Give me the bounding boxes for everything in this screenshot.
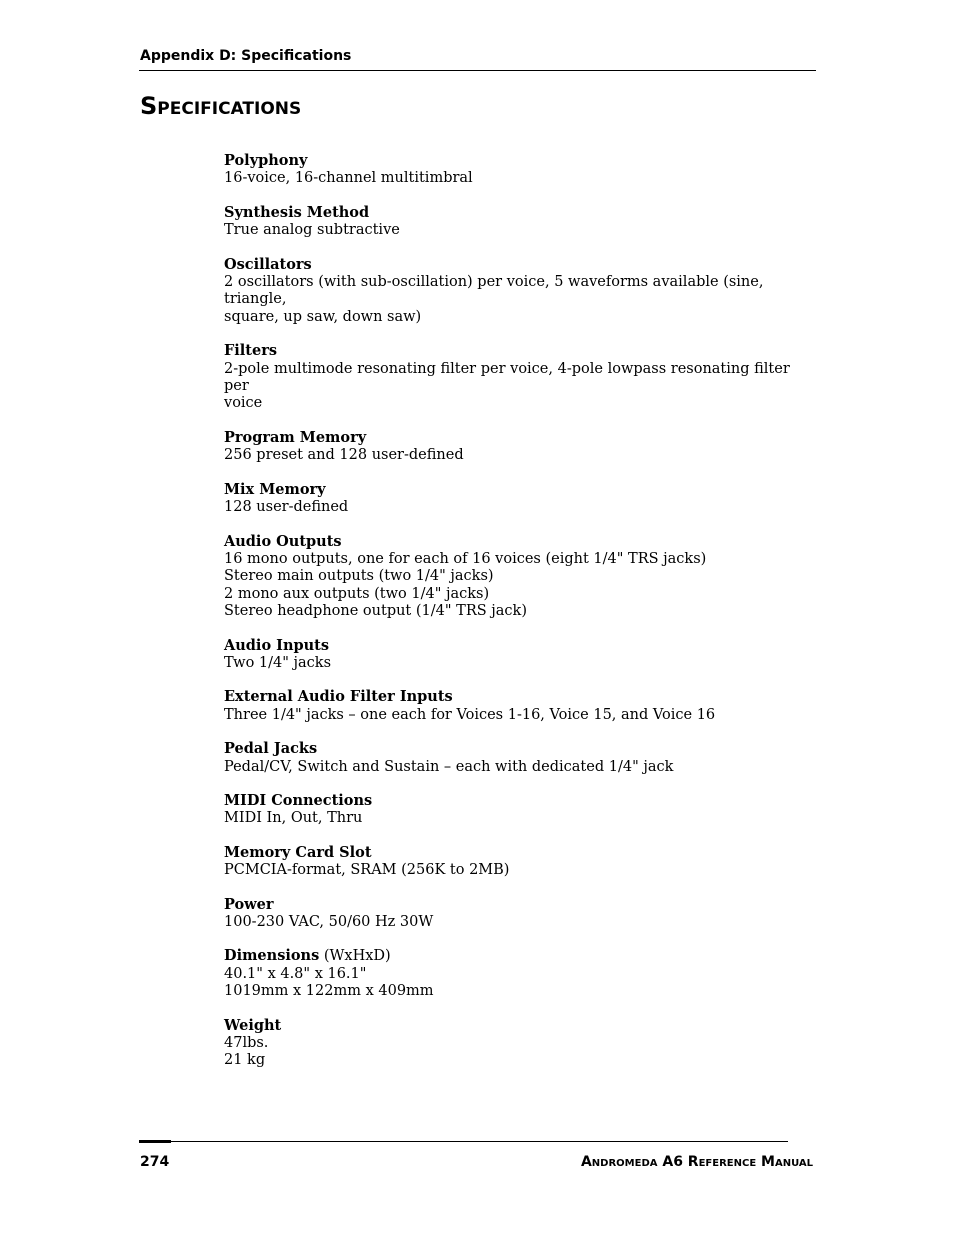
spec-item — [224, 688, 794, 724]
spec-value: square, up saw, down saw) — [224, 308, 422, 325]
spec-value: Stereo headphone output (1/4" TRS jack) — [224, 603, 527, 620]
spec-value: 256 preset and 128 user-defined — [224, 447, 464, 464]
spec-heading — [224, 637, 794, 655]
spec-value: 2 mono aux outputs (two 1/4" jacks) — [224, 585, 490, 602]
spec-heading — [224, 688, 794, 706]
spec-item — [224, 204, 794, 240]
spec-item — [224, 896, 794, 932]
spec-label: Program Memory — [224, 428, 367, 446]
spec-label: Oscillators — [224, 255, 312, 273]
spec-list — [224, 152, 794, 1086]
spec-item — [224, 152, 794, 188]
spec-item — [224, 429, 794, 465]
spec-item — [224, 256, 794, 327]
spec-label: Synthesis Method — [224, 203, 370, 221]
spec-label: Filters — [224, 342, 278, 360]
spec-item — [224, 1017, 794, 1070]
spec-heading — [224, 481, 794, 499]
spec-item — [224, 481, 794, 517]
spec-item — [224, 637, 794, 673]
spec-label: Audio Inputs — [224, 636, 330, 654]
spec-label: Power — [224, 895, 274, 913]
spec-label: Polyphony — [224, 152, 308, 169]
spec-value: Three 1/4" jacks – one each for Voices 1-16, Voice 15, and Voice 16 — [224, 706, 716, 723]
spec-heading — [224, 896, 794, 914]
spec-heading — [224, 429, 794, 447]
spec-value: voice — [224, 395, 263, 412]
spec-heading — [224, 740, 794, 758]
spec-heading — [224, 947, 794, 965]
spec-value: 100-230 VAC, 50/60 Hz 30W — [224, 914, 434, 930]
footer-divider — [139, 1141, 788, 1142]
spec-heading — [224, 844, 794, 862]
spec-label: Pedal Jacks — [224, 740, 318, 758]
spec-value: 40.1" x 4.8" x 16.1" — [224, 965, 367, 982]
spec-value: 128 user-defined — [224, 499, 349, 516]
spec-label: MIDI Connections — [224, 791, 373, 809]
spec-heading — [224, 533, 794, 551]
spec-value: Two 1/4" jacks — [224, 654, 332, 671]
page-title: Specifications — [140, 92, 302, 120]
spec-value: Stereo main outputs (two 1/4" jacks) — [224, 568, 494, 585]
spec-label: Dimensions — [224, 947, 320, 965]
spec-item — [224, 533, 794, 621]
spec-item — [224, 792, 794, 828]
spec-value: 1019mm x 122mm x 409mm — [224, 983, 434, 1000]
spec-heading — [224, 1017, 794, 1035]
spec-heading — [224, 152, 794, 170]
spec-heading — [224, 256, 794, 274]
spec-label: Mix Memory — [224, 480, 326, 498]
spec-value: 21 kg — [224, 1052, 266, 1069]
spec-label: Weight — [224, 1016, 282, 1034]
spec-heading — [224, 204, 794, 222]
spec-item — [224, 740, 794, 776]
spec-label: Audio Outputs — [224, 532, 342, 550]
spec-value: PCMCIA-format, SRAM (256K to 2MB) — [224, 862, 510, 879]
spec-item — [224, 844, 794, 880]
spec-label: External Audio Filter Inputs — [224, 688, 453, 706]
spec-label: Memory Card Slot — [224, 843, 372, 861]
spec-value: 2 oscillators (with sub-oscillation) per voice, 5 waveforms available (sine, triangle, — [224, 274, 764, 308]
page-number: 274 — [140, 1154, 170, 1170]
manual-title: Andromeda A6 Reference Manual — [580, 1154, 813, 1170]
spec-heading — [224, 342, 794, 360]
spec-item — [224, 947, 794, 1000]
spec-value: Pedal/CV, Switch and Sustain – each with dedicated 1/4" jack — [224, 758, 674, 775]
spec-heading — [224, 792, 794, 810]
spec-note: (WxHxD) — [319, 948, 391, 965]
spec-value: 2-pole multimode resonating filter per voice, 4-pole lowpass resonating filter per — [224, 360, 790, 395]
spec-value: True analog subtractive — [224, 222, 400, 239]
spec-value: 47lbs. — [224, 1035, 269, 1052]
section-header: Appendix D: Specifications — [140, 48, 352, 64]
spec-item — [224, 342, 794, 413]
header-divider — [139, 70, 816, 71]
spec-value: 16 mono outputs, one for each of 16 voices (eight 1/4" TRS jacks) — [224, 550, 707, 567]
spec-value: MIDI In, Out, Thru — [224, 810, 363, 827]
spec-value: 16-voice, 16-channel multitimbral — [224, 170, 473, 187]
